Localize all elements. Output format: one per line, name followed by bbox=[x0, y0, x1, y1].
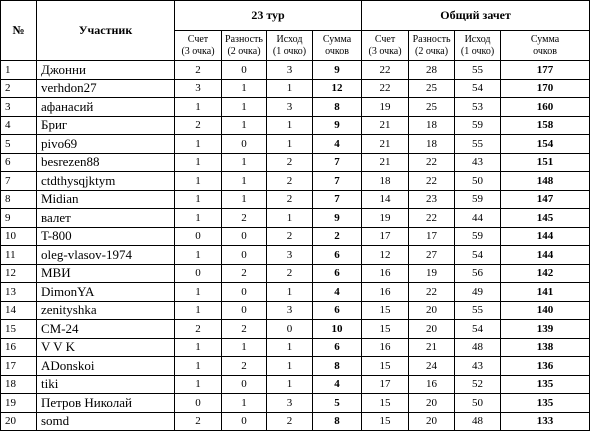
round-outcome-cell: 2 bbox=[267, 153, 313, 172]
total-difference-cell: 22 bbox=[409, 209, 455, 228]
table-row bbox=[1, 116, 590, 135]
round-outcome-cell: 1 bbox=[267, 283, 313, 302]
round-outcome-cell: 2 bbox=[267, 172, 313, 191]
round-score-cell: 3 bbox=[175, 79, 222, 98]
total-outcome-cell: 43 bbox=[455, 357, 501, 376]
round-sum-cell: 8 bbox=[313, 412, 362, 431]
round-outcome-cell: 2 bbox=[267, 412, 313, 431]
total-sum-cell: 140 bbox=[501, 301, 590, 320]
table-row bbox=[1, 209, 590, 228]
round-sum-cell: 9 bbox=[313, 116, 362, 135]
round-difference-cell: 1 bbox=[222, 153, 267, 172]
subcolumn-header-line: (3 очка) bbox=[181, 45, 215, 57]
total-sum-cell: 141 bbox=[501, 283, 590, 302]
round-outcome-cell: 2 bbox=[267, 264, 313, 283]
total-outcome-cell: 59 bbox=[455, 227, 501, 246]
total-outcome-cell: 48 bbox=[455, 412, 501, 431]
round-difference-cell: 2 bbox=[222, 320, 267, 339]
total-score-cell: 12 bbox=[362, 246, 409, 265]
rank-cell: 10 bbox=[1, 227, 37, 246]
total-sum-cell: 148 bbox=[501, 172, 590, 191]
table-row bbox=[1, 375, 590, 394]
number-header: № bbox=[1, 1, 37, 61]
round-score-cell: 1 bbox=[175, 283, 222, 302]
total-score-cell: 16 bbox=[362, 264, 409, 283]
round-outcome-header bbox=[267, 31, 313, 61]
total-sum-cell: 160 bbox=[501, 98, 590, 117]
total-difference-cell: 20 bbox=[409, 320, 455, 339]
round-sum-cell: 6 bbox=[313, 264, 362, 283]
round-outcome-cell: 1 bbox=[267, 116, 313, 135]
round-sum-cell: 6 bbox=[313, 301, 362, 320]
round-difference-cell: 2 bbox=[222, 357, 267, 376]
subcolumn-header-line: Счет bbox=[374, 33, 396, 45]
participant-cell: pivo69 bbox=[37, 135, 175, 154]
round-sum-cell: 4 bbox=[313, 135, 362, 154]
table-row bbox=[1, 79, 590, 98]
total-difference-cell: 25 bbox=[409, 98, 455, 117]
total-sum-cell: 158 bbox=[501, 116, 590, 135]
rank-cell: 13 bbox=[1, 283, 37, 302]
rank-cell: 14 bbox=[1, 301, 37, 320]
total-difference-cell: 22 bbox=[409, 153, 455, 172]
total-sum-cell: 154 bbox=[501, 135, 590, 154]
participant-cell: афанасий bbox=[37, 98, 175, 117]
participant-cell: T-800 bbox=[37, 227, 175, 246]
total-score-cell: 17 bbox=[362, 227, 409, 246]
total-difference-cell: 23 bbox=[409, 190, 455, 209]
round-difference-cell: 1 bbox=[222, 338, 267, 357]
round-difference-cell: 1 bbox=[222, 394, 267, 413]
round-sum-cell: 8 bbox=[313, 98, 362, 117]
total-outcome-cell: 55 bbox=[455, 301, 501, 320]
total-group-header: Общий зачет bbox=[362, 1, 590, 31]
round-difference-cell: 1 bbox=[222, 172, 267, 191]
total-difference-header bbox=[409, 31, 455, 61]
total-outcome-cell: 54 bbox=[455, 246, 501, 265]
round-difference-cell: 1 bbox=[222, 79, 267, 98]
subcolumn-header-line: (1 очко) bbox=[272, 45, 307, 57]
total-outcome-cell: 43 bbox=[455, 153, 501, 172]
participant-header: Участник bbox=[37, 1, 175, 61]
round-sum-cell: 6 bbox=[313, 246, 362, 265]
total-score-cell: 15 bbox=[362, 394, 409, 413]
participant-cell: oleg-vlasov-1974 bbox=[37, 246, 175, 265]
rank-cell: 15 bbox=[1, 320, 37, 339]
participant-cell: CM-24 bbox=[37, 320, 175, 339]
table-row bbox=[1, 338, 590, 357]
total-difference-cell: 20 bbox=[409, 412, 455, 431]
table-row bbox=[1, 61, 590, 80]
rank-cell: 5 bbox=[1, 135, 37, 154]
round-outcome-cell: 3 bbox=[267, 61, 313, 80]
round-difference-cell: 0 bbox=[222, 246, 267, 265]
rank-cell: 8 bbox=[1, 190, 37, 209]
round-outcome-cell: 1 bbox=[267, 79, 313, 98]
total-difference-cell: 22 bbox=[409, 283, 455, 302]
rank-cell: 12 bbox=[1, 264, 37, 283]
total-sum-cell: 135 bbox=[501, 394, 590, 413]
participant-cell: Бриг bbox=[37, 116, 175, 135]
round-score-cell: 1 bbox=[175, 338, 222, 357]
round-sum-cell: 6 bbox=[313, 338, 362, 357]
total-difference-cell: 16 bbox=[409, 375, 455, 394]
subcolumn-header-line: Счет bbox=[187, 33, 209, 45]
participant-cell: V V K bbox=[37, 338, 175, 357]
total-sum-cell: 139 bbox=[501, 320, 590, 339]
total-outcome-cell: 56 bbox=[455, 264, 501, 283]
participant-cell: ADonskoi bbox=[37, 357, 175, 376]
round-difference-cell: 2 bbox=[222, 264, 267, 283]
round-difference-cell: 0 bbox=[222, 375, 267, 394]
round-score-header bbox=[175, 31, 222, 61]
total-sum-cell: 144 bbox=[501, 246, 590, 265]
total-outcome-cell: 55 bbox=[455, 61, 501, 80]
total-difference-cell: 25 bbox=[409, 79, 455, 98]
round-outcome-cell: 3 bbox=[267, 246, 313, 265]
round-difference-cell: 1 bbox=[222, 98, 267, 117]
total-score-cell: 17 bbox=[362, 375, 409, 394]
total-score-cell: 16 bbox=[362, 283, 409, 302]
subcolumn-header-line: Исход bbox=[276, 33, 303, 45]
subcolumn-header-line: Сумма bbox=[322, 33, 352, 45]
round-sum-cell: 7 bbox=[313, 190, 362, 209]
subcolumn-header-line: (2 очка) bbox=[227, 45, 261, 57]
rank-cell: 17 bbox=[1, 357, 37, 376]
total-sum-cell: 133 bbox=[501, 412, 590, 431]
total-outcome-cell: 55 bbox=[455, 135, 501, 154]
rank-cell: 19 bbox=[1, 394, 37, 413]
subcolumn-header-line: очков bbox=[325, 45, 349, 57]
participant-cell: Джонни bbox=[37, 61, 175, 80]
total-difference-cell: 20 bbox=[409, 301, 455, 320]
table-row bbox=[1, 301, 590, 320]
rank-cell: 18 bbox=[1, 375, 37, 394]
total-outcome-cell: 48 bbox=[455, 338, 501, 357]
total-sum-cell: 170 bbox=[501, 79, 590, 98]
total-score-cell: 15 bbox=[362, 412, 409, 431]
total-sum-header bbox=[501, 31, 590, 61]
round-score-cell: 1 bbox=[175, 98, 222, 117]
participant-cell: besrezen88 bbox=[37, 153, 175, 172]
round-difference-cell: 0 bbox=[222, 61, 267, 80]
round-score-cell: 0 bbox=[175, 264, 222, 283]
total-difference-cell: 18 bbox=[409, 135, 455, 154]
total-score-cell: 19 bbox=[362, 98, 409, 117]
round-outcome-cell: 1 bbox=[267, 135, 313, 154]
total-outcome-cell: 59 bbox=[455, 116, 501, 135]
round-outcome-cell: 2 bbox=[267, 190, 313, 209]
total-score-cell: 15 bbox=[362, 320, 409, 339]
round-sum-cell: 5 bbox=[313, 394, 362, 413]
round-outcome-cell: 1 bbox=[267, 357, 313, 376]
round-score-cell: 0 bbox=[175, 394, 222, 413]
round-sum-cell: 10 bbox=[313, 320, 362, 339]
round-score-cell: 1 bbox=[175, 135, 222, 154]
round-score-cell: 1 bbox=[175, 357, 222, 376]
total-score-cell: 21 bbox=[362, 153, 409, 172]
subcolumn-header-line: Сумма bbox=[530, 33, 560, 45]
total-score-cell: 22 bbox=[362, 61, 409, 80]
round-score-cell: 1 bbox=[175, 172, 222, 191]
rank-cell: 11 bbox=[1, 246, 37, 265]
round-sum-cell: 9 bbox=[313, 61, 362, 80]
round-outcome-cell: 1 bbox=[267, 375, 313, 394]
round-difference-header bbox=[222, 31, 267, 61]
round-sum-cell: 7 bbox=[313, 153, 362, 172]
participant-cell: zenityshka bbox=[37, 301, 175, 320]
total-outcome-cell: 44 bbox=[455, 209, 501, 228]
round-score-cell: 2 bbox=[175, 116, 222, 135]
subcolumn-header-line: Разность bbox=[412, 33, 451, 45]
total-difference-cell: 24 bbox=[409, 357, 455, 376]
total-score-cell: 14 bbox=[362, 190, 409, 209]
round-score-cell: 1 bbox=[175, 375, 222, 394]
round-outcome-cell: 3 bbox=[267, 98, 313, 117]
round-outcome-cell: 3 bbox=[267, 301, 313, 320]
total-sum-cell: 136 bbox=[501, 357, 590, 376]
round-outcome-cell: 1 bbox=[267, 209, 313, 228]
table-row bbox=[1, 246, 590, 265]
round-sum-cell: 2 bbox=[313, 227, 362, 246]
table-row bbox=[1, 153, 590, 172]
round-score-cell: 0 bbox=[175, 227, 222, 246]
participant-cell: Midian bbox=[37, 190, 175, 209]
total-score-cell: 21 bbox=[362, 116, 409, 135]
total-score-cell: 21 bbox=[362, 135, 409, 154]
round-score-cell: 2 bbox=[175, 61, 222, 80]
total-difference-cell: 22 bbox=[409, 172, 455, 191]
round-score-cell: 2 bbox=[175, 320, 222, 339]
rank-cell: 6 bbox=[1, 153, 37, 172]
total-score-cell: 18 bbox=[362, 172, 409, 191]
total-difference-cell: 20 bbox=[409, 394, 455, 413]
participant-cell: валет bbox=[37, 209, 175, 228]
round-score-cell: 1 bbox=[175, 153, 222, 172]
table-row bbox=[1, 412, 590, 431]
table-row bbox=[1, 227, 590, 246]
total-score-cell: 22 bbox=[362, 79, 409, 98]
total-difference-cell: 27 bbox=[409, 246, 455, 265]
round-group-header: 23 тур bbox=[175, 1, 362, 31]
subcolumn-header-line: (2 очка) bbox=[415, 45, 449, 57]
table-row bbox=[1, 357, 590, 376]
round-difference-cell: 1 bbox=[222, 190, 267, 209]
round-sum-cell: 7 bbox=[313, 172, 362, 191]
total-sum-cell: 144 bbox=[501, 227, 590, 246]
round-sum-header bbox=[313, 31, 362, 61]
rank-cell: 2 bbox=[1, 79, 37, 98]
total-sum-cell: 151 bbox=[501, 153, 590, 172]
participant-cell: somd bbox=[37, 412, 175, 431]
total-score-cell: 15 bbox=[362, 357, 409, 376]
total-difference-cell: 28 bbox=[409, 61, 455, 80]
subcolumn-header-line: очков bbox=[533, 45, 557, 57]
total-sum-cell: 145 bbox=[501, 209, 590, 228]
participant-cell: tiki bbox=[37, 375, 175, 394]
total-sum-cell: 135 bbox=[501, 375, 590, 394]
participant-cell: ctdthysqjktym bbox=[37, 172, 175, 191]
table-row bbox=[1, 135, 590, 154]
round-outcome-cell: 3 bbox=[267, 394, 313, 413]
total-sum-cell: 177 bbox=[501, 61, 590, 80]
round-score-cell: 2 bbox=[175, 412, 222, 431]
table-row bbox=[1, 98, 590, 117]
subcolumn-header-line: Исход bbox=[464, 33, 491, 45]
total-outcome-cell: 53 bbox=[455, 98, 501, 117]
round-difference-cell: 0 bbox=[222, 135, 267, 154]
participant-cell: verhdon27 bbox=[37, 79, 175, 98]
standings-body bbox=[1, 61, 590, 431]
round-sum-cell: 8 bbox=[313, 357, 362, 376]
round-score-cell: 1 bbox=[175, 209, 222, 228]
total-outcome-cell: 59 bbox=[455, 190, 501, 209]
round-score-cell: 1 bbox=[175, 246, 222, 265]
total-difference-cell: 21 bbox=[409, 338, 455, 357]
total-score-cell: 16 bbox=[362, 338, 409, 357]
total-outcome-header bbox=[455, 31, 501, 61]
total-difference-cell: 19 bbox=[409, 264, 455, 283]
round-difference-cell: 0 bbox=[222, 412, 267, 431]
round-outcome-cell: 0 bbox=[267, 320, 313, 339]
total-outcome-cell: 52 bbox=[455, 375, 501, 394]
table-row bbox=[1, 394, 590, 413]
total-difference-cell: 18 bbox=[409, 116, 455, 135]
subcolumn-header-line: (1 очко) bbox=[460, 45, 495, 57]
total-sum-cell: 147 bbox=[501, 190, 590, 209]
round-difference-cell: 0 bbox=[222, 227, 267, 246]
table-row bbox=[1, 283, 590, 302]
round-outcome-cell: 2 bbox=[267, 227, 313, 246]
participant-cell: DimonYA bbox=[37, 283, 175, 302]
total-score-header bbox=[362, 31, 409, 61]
table-row bbox=[1, 264, 590, 283]
total-sum-cell: 142 bbox=[501, 264, 590, 283]
rank-cell: 3 bbox=[1, 98, 37, 117]
rank-cell: 7 bbox=[1, 172, 37, 191]
total-outcome-cell: 49 bbox=[455, 283, 501, 302]
table-row bbox=[1, 190, 590, 209]
rank-cell: 4 bbox=[1, 116, 37, 135]
round-score-cell: 1 bbox=[175, 301, 222, 320]
total-sum-cell: 138 bbox=[501, 338, 590, 357]
participant-cell: МВИ bbox=[37, 264, 175, 283]
total-outcome-cell: 50 bbox=[455, 172, 501, 191]
rank-cell: 16 bbox=[1, 338, 37, 357]
rank-cell: 9 bbox=[1, 209, 37, 228]
total-outcome-cell: 50 bbox=[455, 394, 501, 413]
round-sum-cell: 4 bbox=[313, 283, 362, 302]
subcolumn-header-line: (3 очка) bbox=[368, 45, 402, 57]
rank-cell: 1 bbox=[1, 61, 37, 80]
round-outcome-cell: 1 bbox=[267, 338, 313, 357]
subcolumn-header-line: Разность bbox=[225, 33, 263, 45]
round-difference-cell: 0 bbox=[222, 301, 267, 320]
round-difference-cell: 0 bbox=[222, 283, 267, 302]
total-score-cell: 15 bbox=[362, 301, 409, 320]
round-score-cell: 1 bbox=[175, 190, 222, 209]
total-difference-cell: 17 bbox=[409, 227, 455, 246]
table-row bbox=[1, 172, 590, 191]
round-sum-cell: 9 bbox=[313, 209, 362, 228]
total-outcome-cell: 54 bbox=[455, 320, 501, 339]
total-score-cell: 19 bbox=[362, 209, 409, 228]
participant-cell: Петров Николай bbox=[37, 394, 175, 413]
rank-cell: 20 bbox=[1, 412, 37, 431]
table-row bbox=[1, 320, 590, 339]
round-difference-cell: 2 bbox=[222, 209, 267, 228]
total-outcome-cell: 54 bbox=[455, 79, 501, 98]
round-sum-cell: 12 bbox=[313, 79, 362, 98]
round-difference-cell: 1 bbox=[222, 116, 267, 135]
round-sum-cell: 4 bbox=[313, 375, 362, 394]
